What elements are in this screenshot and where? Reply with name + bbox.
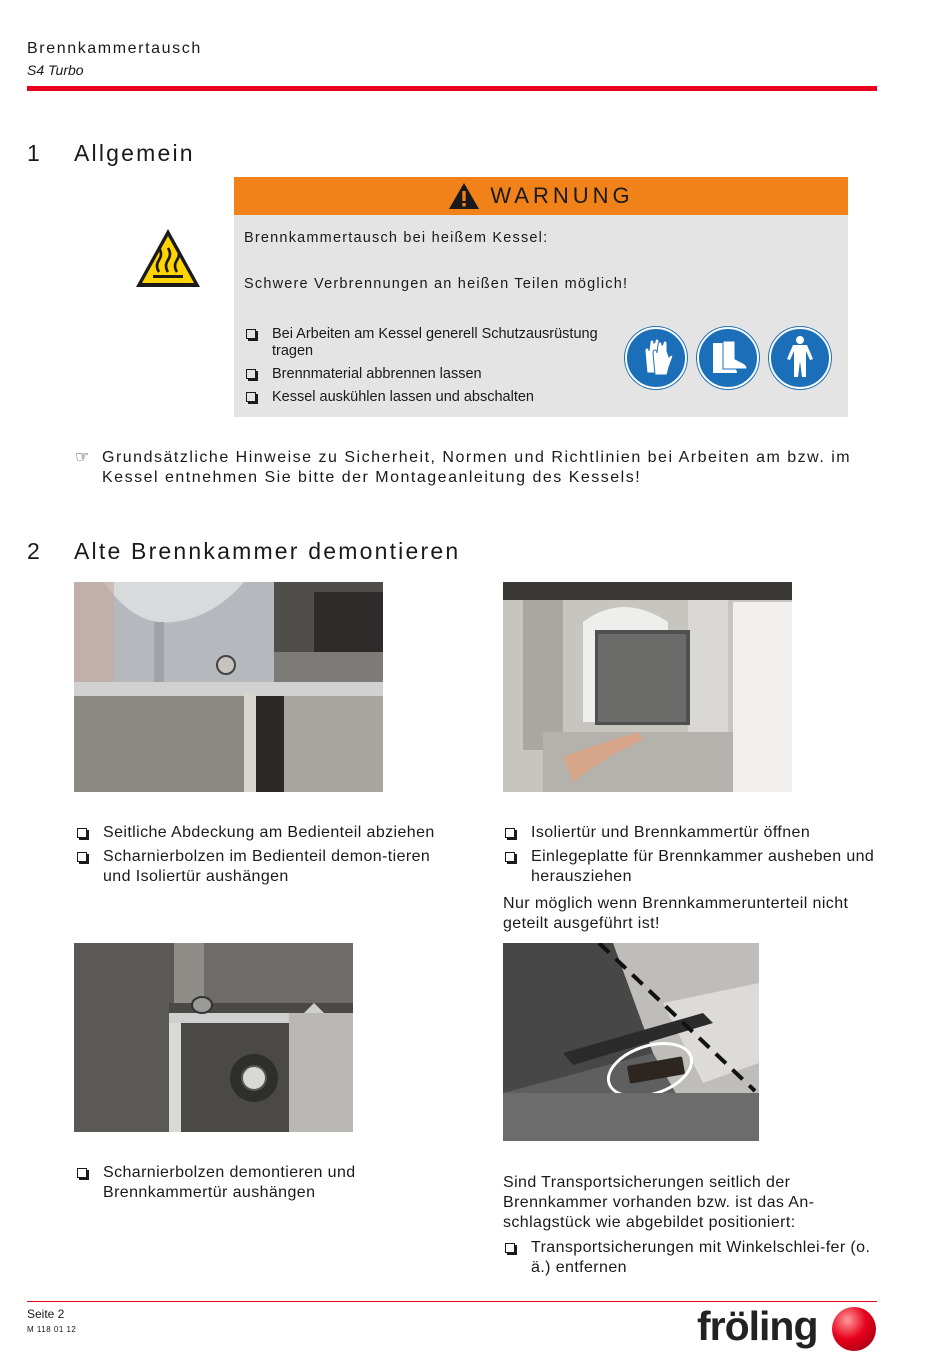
info-note-text: Grundsätzliche Hinweise zu Sicherheit, Normen und Richtlinien bei Arbeiten am bzw. im Kessel entnehmen Sie bitte der Montageanleitung des Kessels! bbox=[102, 449, 852, 486]
warning-header bbox=[234, 177, 848, 215]
step-item: Seitliche Abdeckung am Bedienteil abziehen bbox=[75, 823, 455, 843]
section-1-number: 1 bbox=[27, 140, 42, 166]
warning-label: WARNUNG bbox=[490, 183, 634, 208]
checkbox-bullet-icon bbox=[505, 852, 515, 862]
brand-logo-ball-icon bbox=[832, 1307, 876, 1351]
section-2-title: Alte Brennkammer demontieren bbox=[74, 538, 461, 564]
warning-list bbox=[244, 326, 604, 412]
warning-box bbox=[234, 177, 848, 417]
warning-line-1: Brennkammertausch bei heißem Kessel: bbox=[244, 230, 549, 246]
checkbox-bullet-icon bbox=[246, 369, 256, 379]
warning-line-2: Schwere Verbrennungen an heißen Teilen möglich! bbox=[244, 276, 629, 292]
warning-list-item: Kessel auskühlen lassen und abschalten bbox=[244, 389, 604, 406]
checkbox-bullet-icon bbox=[77, 852, 87, 862]
section-2-number: 2 bbox=[27, 538, 42, 564]
checkbox-bullet-icon bbox=[505, 1243, 515, 1253]
photo-transport-lock bbox=[503, 943, 759, 1141]
warning-triangle-icon bbox=[448, 182, 480, 210]
section-2-heading bbox=[27, 538, 460, 565]
photo-hinge-bolt bbox=[74, 943, 353, 1132]
page-number: Seite 2 bbox=[27, 1307, 65, 1321]
header-divider bbox=[27, 86, 877, 91]
left-steps-2 bbox=[75, 1163, 455, 1207]
checkbox-bullet-icon bbox=[505, 828, 515, 838]
brand-logo: fröling bbox=[697, 1303, 818, 1349]
photo-side-cover bbox=[74, 582, 383, 792]
step-item: Scharnierbolzen im Bedienteil demon-tieren und Isoliertür aushängen bbox=[75, 847, 455, 887]
right-note-2: Sind Transportsicherungen seitlich der Brennkammer vorhanden bzw. ist das An-schlagstück wie abgebildet positioniert: bbox=[503, 1174, 815, 1231]
checkbox-bullet-icon bbox=[246, 392, 256, 402]
hot-surface-warning-icon bbox=[133, 226, 203, 290]
document-title: Brennkammertausch bbox=[27, 40, 202, 57]
step-item: Scharnierbolzen demontieren und Brennkammertür aushängen bbox=[75, 1163, 455, 1203]
section-1-heading bbox=[27, 140, 195, 167]
footer-divider bbox=[27, 1301, 877, 1302]
warning-list-item: Bei Arbeiten am Kessel generell Schutzausrüstung tragen bbox=[244, 326, 604, 360]
step-item: Transportsicherungen mit Winkelschlei-fer (o. ä.) entfernen bbox=[503, 1238, 883, 1278]
right-note-1: Nur möglich wenn Brennkammerunterteil nicht geteilt ausgeführt ist! bbox=[503, 895, 849, 932]
right-steps-2 bbox=[503, 1238, 883, 1282]
document-number: M 118 01 12 bbox=[27, 1325, 77, 1334]
photo-insert-plate bbox=[503, 582, 792, 792]
document-subtitle: S4 Turbo bbox=[27, 62, 84, 78]
step-item: Einlegeplatte für Brennkammer ausheben und herausziehen bbox=[503, 847, 883, 887]
warning-list-item: Brennmaterial abbrennen lassen bbox=[244, 366, 604, 383]
gloves-icon bbox=[625, 327, 687, 389]
section-1-title: Allgemein bbox=[74, 140, 195, 166]
left-steps-1 bbox=[75, 823, 455, 891]
pointing-hand-icon: ☞ bbox=[75, 449, 91, 466]
right-steps-1 bbox=[503, 823, 883, 891]
checkbox-bullet-icon bbox=[77, 828, 87, 838]
step-item: Isoliertür und Brennkammertür öffnen bbox=[503, 823, 883, 843]
boots-icon bbox=[697, 327, 759, 389]
checkbox-bullet-icon bbox=[77, 1168, 87, 1178]
checkbox-bullet-icon bbox=[246, 329, 256, 339]
protective-suit-icon bbox=[769, 327, 831, 389]
